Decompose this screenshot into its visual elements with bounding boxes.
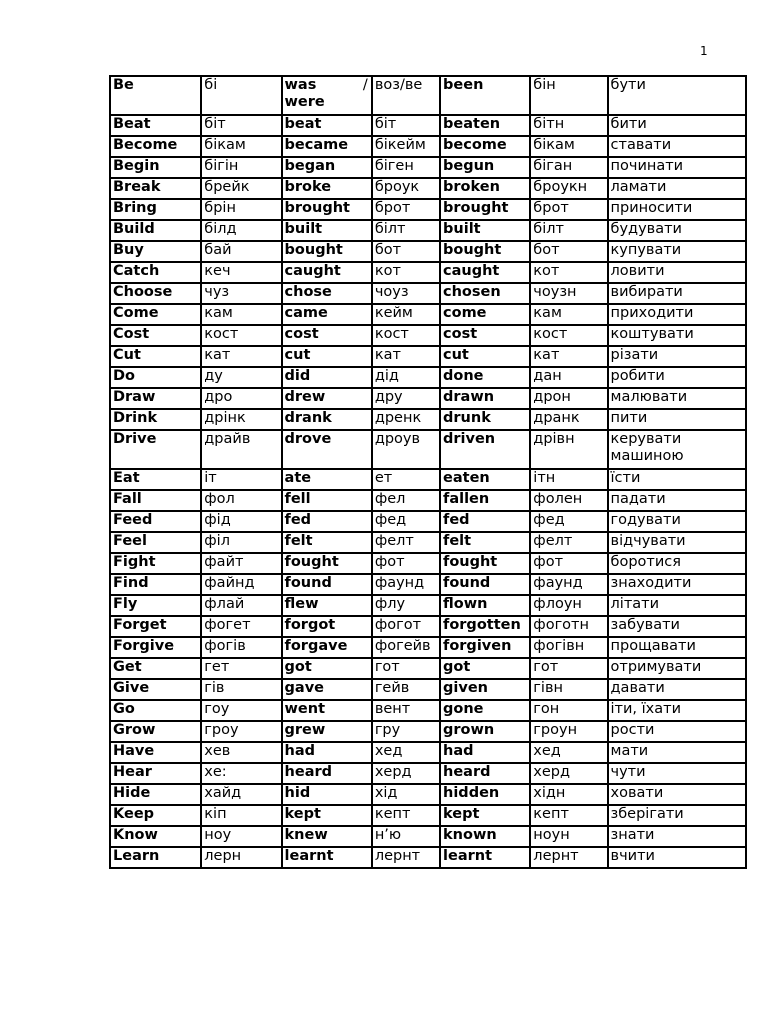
table-row	[110, 178, 746, 199]
table-cell: Beat	[110, 115, 201, 136]
table-cell: found	[282, 574, 372, 595]
table-cell: beaten	[440, 115, 530, 136]
table-cell: brought	[282, 199, 372, 220]
table-cell: вибирати	[608, 283, 746, 304]
table-cell: Feed	[110, 511, 201, 532]
table-cell: become	[440, 136, 530, 157]
table-cell: білт	[530, 220, 607, 241]
table-cell: кіп	[201, 805, 281, 826]
table-cell: брейк	[201, 178, 281, 199]
table-cell: Build	[110, 220, 201, 241]
table-cell: felt	[440, 532, 530, 553]
table-cell: learnt	[440, 847, 530, 868]
table-cell: лернт	[530, 847, 607, 868]
table-row	[110, 241, 746, 262]
table-row	[110, 700, 746, 721]
table-cell: дрівн	[530, 430, 607, 469]
table-cell: кепт	[372, 805, 440, 826]
table-cell: Fight	[110, 553, 201, 574]
table-row	[110, 115, 746, 136]
table-cell: Cut	[110, 346, 201, 367]
table-cell: приходити	[608, 304, 746, 325]
table-cell: flew	[282, 595, 372, 616]
table-cell: кост	[372, 325, 440, 346]
table-cell: Forgive	[110, 637, 201, 658]
table-row	[110, 763, 746, 784]
table-cell: воз/ве	[372, 76, 440, 115]
table-cell: їсти	[608, 469, 746, 490]
table-cell: файнд	[201, 574, 281, 595]
table-cell: cut	[282, 346, 372, 367]
table-cell: bought	[282, 241, 372, 262]
table-cell: чоузн	[530, 283, 607, 304]
table-cell: бити	[608, 115, 746, 136]
verbs-table-body	[110, 76, 746, 868]
table-cell: гот	[530, 658, 607, 679]
table-cell: рости	[608, 721, 746, 742]
table-row	[110, 409, 746, 430]
table-cell: did	[282, 367, 372, 388]
table-cell: прощавати	[608, 637, 746, 658]
table-cell: фелт	[530, 532, 607, 553]
table-cell: різати	[608, 346, 746, 367]
table-cell: Hide	[110, 784, 201, 805]
table-cell: мати	[608, 742, 746, 763]
table-cell: Do	[110, 367, 201, 388]
table-cell: began	[282, 157, 372, 178]
table-cell: кат	[530, 346, 607, 367]
table-cell: Fly	[110, 595, 201, 616]
table-cell: гру	[372, 721, 440, 742]
table-cell: Come	[110, 304, 201, 325]
table-cell: Break	[110, 178, 201, 199]
table-cell: н’ю	[372, 826, 440, 847]
table-cell: fought	[440, 553, 530, 574]
table-cell: learnt	[282, 847, 372, 868]
table-cell: хед	[372, 742, 440, 763]
table-cell: падати	[608, 490, 746, 511]
table-cell: hidden	[440, 784, 530, 805]
table-cell: Choose	[110, 283, 201, 304]
table-cell: біт	[372, 115, 440, 136]
table-cell: eaten	[440, 469, 530, 490]
table-cell: кост	[530, 325, 607, 346]
table-row	[110, 430, 746, 469]
table-cell: brought	[440, 199, 530, 220]
table-row	[110, 721, 746, 742]
table-row	[110, 136, 746, 157]
table-cell: хід	[372, 784, 440, 805]
table-cell: біген	[372, 157, 440, 178]
table-cell: фот	[530, 553, 607, 574]
table-cell: пити	[608, 409, 746, 430]
table-cell: лерн	[201, 847, 281, 868]
table-cell: became	[282, 136, 372, 157]
table-cell: вчити	[608, 847, 746, 868]
table-cell: бі	[201, 76, 281, 115]
table-cell: ет	[372, 469, 440, 490]
table-cell: built	[440, 220, 530, 241]
table-cell: fed	[440, 511, 530, 532]
table-cell: Grow	[110, 721, 201, 742]
table-cell: знаходити	[608, 574, 746, 595]
table-cell: Eat	[110, 469, 201, 490]
table-cell: вент	[372, 700, 440, 721]
table-cell: forgotten	[440, 616, 530, 637]
table-row	[110, 826, 746, 847]
table-cell: ставати	[608, 136, 746, 157]
table-cell: Have	[110, 742, 201, 763]
table-row	[110, 511, 746, 532]
table-cell: ховати	[608, 784, 746, 805]
table-cell: heard	[440, 763, 530, 784]
table-row	[110, 304, 746, 325]
table-cell: ate	[282, 469, 372, 490]
table-cell: гроун	[530, 721, 607, 742]
table-cell: Find	[110, 574, 201, 595]
table-cell: ноу	[201, 826, 281, 847]
table-cell: дро	[201, 388, 281, 409]
table-cell: chosen	[440, 283, 530, 304]
table-cell: забувати	[608, 616, 746, 637]
table-row	[110, 637, 746, 658]
table-cell: Be	[110, 76, 201, 115]
table-cell: had	[282, 742, 372, 763]
table-cell: Hear	[110, 763, 201, 784]
table-cell: кеч	[201, 262, 281, 283]
table-cell: ноун	[530, 826, 607, 847]
irregular-verbs-table	[109, 75, 747, 869]
table-row	[110, 658, 746, 679]
table-cell: begun	[440, 157, 530, 178]
table-cell: Feel	[110, 532, 201, 553]
table-cell: кепт	[530, 805, 607, 826]
table-cell: хе:	[201, 763, 281, 784]
table-cell: хед	[530, 742, 607, 763]
table-cell: зберігати	[608, 805, 746, 826]
table-cell: drove	[282, 430, 372, 469]
table-row	[110, 76, 746, 115]
table-cell: отримувати	[608, 658, 746, 679]
table-cell: cost	[282, 325, 372, 346]
table-cell: дроув	[372, 430, 440, 469]
table-row	[110, 367, 746, 388]
table-cell: got	[282, 658, 372, 679]
table-cell: фогот	[372, 616, 440, 637]
table-row	[110, 532, 746, 553]
table-cell: Bring	[110, 199, 201, 220]
table-cell: drank	[282, 409, 372, 430]
table-cell: фогейв	[372, 637, 440, 658]
table-cell: cut	[440, 346, 530, 367]
table-cell: been	[440, 76, 530, 115]
table-cell: ламати	[608, 178, 746, 199]
table-cell: броук	[372, 178, 440, 199]
past-form-was: was	[284, 77, 317, 93]
table-cell: флоун	[530, 595, 607, 616]
table-row	[110, 283, 746, 304]
table-cell: фол	[201, 490, 281, 511]
table-cell: cost	[440, 325, 530, 346]
table-cell: флу	[372, 595, 440, 616]
table-cell: фелт	[372, 532, 440, 553]
table-cell: broken	[440, 178, 530, 199]
table-cell: фел	[372, 490, 440, 511]
table-row	[110, 574, 746, 595]
table-cell: Begin	[110, 157, 201, 178]
table-cell: бот	[372, 241, 440, 262]
table-row	[110, 388, 746, 409]
table-cell: боротися	[608, 553, 746, 574]
table-cell: гейв	[372, 679, 440, 700]
table-cell: чоуз	[372, 283, 440, 304]
table-cell: фед	[372, 511, 440, 532]
table-cell: Drive	[110, 430, 201, 469]
table-cell: давати	[608, 679, 746, 700]
table-cell: купувати	[608, 241, 746, 262]
table-cell: гівн	[530, 679, 607, 700]
page-number: 1	[700, 44, 708, 58]
table-cell: Get	[110, 658, 201, 679]
table-cell: годувати	[608, 511, 746, 532]
table-cell: went	[282, 700, 372, 721]
table-cell: ітн	[530, 469, 607, 490]
table-cell: бітн	[530, 115, 607, 136]
slash-separator: /	[362, 77, 368, 93]
table-cell: Drink	[110, 409, 201, 430]
table-cell: kept	[282, 805, 372, 826]
table-cell: Cost	[110, 325, 201, 346]
table-row	[110, 805, 746, 826]
table-cell: філ	[201, 532, 281, 553]
table-cell: бай	[201, 241, 281, 262]
table-cell: херд	[530, 763, 607, 784]
table-cell: кост	[201, 325, 281, 346]
table-cell: Fall	[110, 490, 201, 511]
table-cell: бікам	[201, 136, 281, 157]
table-row	[110, 679, 746, 700]
table-cell: ловити	[608, 262, 746, 283]
table-cell: hid	[282, 784, 372, 805]
table-row	[110, 616, 746, 637]
table-cell: дрон	[530, 388, 607, 409]
table-cell: came	[282, 304, 372, 325]
table-cell: found	[440, 574, 530, 595]
table-cell: чуз	[201, 283, 281, 304]
table-cell: херд	[372, 763, 440, 784]
table-cell: got	[440, 658, 530, 679]
table-row	[110, 784, 746, 805]
table-cell: драйв	[201, 430, 281, 469]
table-cell: knew	[282, 826, 372, 847]
table-cell: grew	[282, 721, 372, 742]
table-row	[110, 262, 746, 283]
table-cell: керувати машиною	[608, 430, 746, 469]
table-cell: фід	[201, 511, 281, 532]
table-cell: брот	[372, 199, 440, 220]
table-cell: forgave	[282, 637, 372, 658]
table-cell: знати	[608, 826, 746, 847]
table-cell: кат	[372, 346, 440, 367]
table-cell: caught	[440, 262, 530, 283]
table-cell: чути	[608, 763, 746, 784]
table-cell: хідн	[530, 784, 607, 805]
table-cell: будувати	[608, 220, 746, 241]
table-cell: Know	[110, 826, 201, 847]
table-cell: фед	[530, 511, 607, 532]
table-cell: фаунд	[372, 574, 440, 595]
table-cell: гів	[201, 679, 281, 700]
table-cell: fell	[282, 490, 372, 511]
table-row	[110, 490, 746, 511]
table-cell: ду	[201, 367, 281, 388]
table-cell: робити	[608, 367, 746, 388]
table-row	[110, 847, 746, 868]
table-cell: come	[440, 304, 530, 325]
table-row	[110, 742, 746, 763]
table-cell: broke	[282, 178, 372, 199]
table-cell: гон	[530, 700, 607, 721]
table-cell: done	[440, 367, 530, 388]
table-cell: біган	[530, 157, 607, 178]
table-row	[110, 346, 746, 367]
table-cell: Forget	[110, 616, 201, 637]
table-cell: Keep	[110, 805, 201, 826]
table-cell: бути	[608, 76, 746, 115]
table-cell: іти, їхати	[608, 700, 746, 721]
table-cell: гет	[201, 658, 281, 679]
table-cell: приносити	[608, 199, 746, 220]
table-cell: білт	[372, 220, 440, 241]
table-cell: grown	[440, 721, 530, 742]
table-cell: дан	[530, 367, 607, 388]
table-cell: built	[282, 220, 372, 241]
table-cell: forgiven	[440, 637, 530, 658]
table-cell	[282, 76, 372, 115]
table-cell: лернт	[372, 847, 440, 868]
table-cell: drunk	[440, 409, 530, 430]
table-cell: починати	[608, 157, 746, 178]
table-cell: біт	[201, 115, 281, 136]
table-cell: gave	[282, 679, 372, 700]
table-cell: had	[440, 742, 530, 763]
table-cell: бін	[530, 76, 607, 115]
table-cell: фогет	[201, 616, 281, 637]
table-cell: дру	[372, 388, 440, 409]
table-cell: бікам	[530, 136, 607, 157]
table-cell: drew	[282, 388, 372, 409]
table-cell: бігін	[201, 157, 281, 178]
table-cell: коштувати	[608, 325, 746, 346]
table-row	[110, 595, 746, 616]
table-cell: броукн	[530, 178, 607, 199]
table-row	[110, 199, 746, 220]
table-cell: Give	[110, 679, 201, 700]
table-cell: Catch	[110, 262, 201, 283]
table-cell: кам	[201, 304, 281, 325]
table-cell: хев	[201, 742, 281, 763]
table-cell: given	[440, 679, 530, 700]
table-row	[110, 157, 746, 178]
table-row	[110, 553, 746, 574]
table-cell: дрінк	[201, 409, 281, 430]
table-cell: flown	[440, 595, 530, 616]
table-cell: дренк	[372, 409, 440, 430]
table-cell: флай	[201, 595, 281, 616]
table-row	[110, 220, 746, 241]
table-cell: Draw	[110, 388, 201, 409]
table-cell: known	[440, 826, 530, 847]
table-cell: бот	[530, 241, 607, 262]
table-cell: брот	[530, 199, 607, 220]
table-cell: beat	[282, 115, 372, 136]
table-cell: іт	[201, 469, 281, 490]
table-cell: білд	[201, 220, 281, 241]
table-cell: кот	[530, 262, 607, 283]
table-cell: gone	[440, 700, 530, 721]
table-cell: driven	[440, 430, 530, 469]
table-cell: фот	[372, 553, 440, 574]
table-cell: гроу	[201, 721, 281, 742]
past-form-were: were	[284, 94, 325, 110]
table-cell: forgot	[282, 616, 372, 637]
table-cell: фогів	[201, 637, 281, 658]
table-cell: фоготн	[530, 616, 607, 637]
table-cell: кам	[530, 304, 607, 325]
table-cell: малювати	[608, 388, 746, 409]
table-row	[110, 469, 746, 490]
table-cell: гоу	[201, 700, 281, 721]
table-cell: Become	[110, 136, 201, 157]
table-cell: кот	[372, 262, 440, 283]
table-cell: chose	[282, 283, 372, 304]
table-cell: фолен	[530, 490, 607, 511]
table-cell: Buy	[110, 241, 201, 262]
table-cell: гот	[372, 658, 440, 679]
table-cell: відчувати	[608, 532, 746, 553]
table-cell: bought	[440, 241, 530, 262]
table-cell: fed	[282, 511, 372, 532]
table-cell: хайд	[201, 784, 281, 805]
table-cell: felt	[282, 532, 372, 553]
table-cell: кат	[201, 346, 281, 367]
table-cell: Go	[110, 700, 201, 721]
table-cell: брін	[201, 199, 281, 220]
table-cell: файт	[201, 553, 281, 574]
table-cell: fallen	[440, 490, 530, 511]
table-row	[110, 325, 746, 346]
table-cell: Learn	[110, 847, 201, 868]
table-cell: fought	[282, 553, 372, 574]
table-cell: фогівн	[530, 637, 607, 658]
table-cell: kept	[440, 805, 530, 826]
table-cell: дід	[372, 367, 440, 388]
table-cell: кейм	[372, 304, 440, 325]
table-cell: бікейм	[372, 136, 440, 157]
table-cell: фаунд	[530, 574, 607, 595]
table-cell: caught	[282, 262, 372, 283]
table-cell: літати	[608, 595, 746, 616]
table-cell: дранк	[530, 409, 607, 430]
table-cell: heard	[282, 763, 372, 784]
table-cell: drawn	[440, 388, 530, 409]
